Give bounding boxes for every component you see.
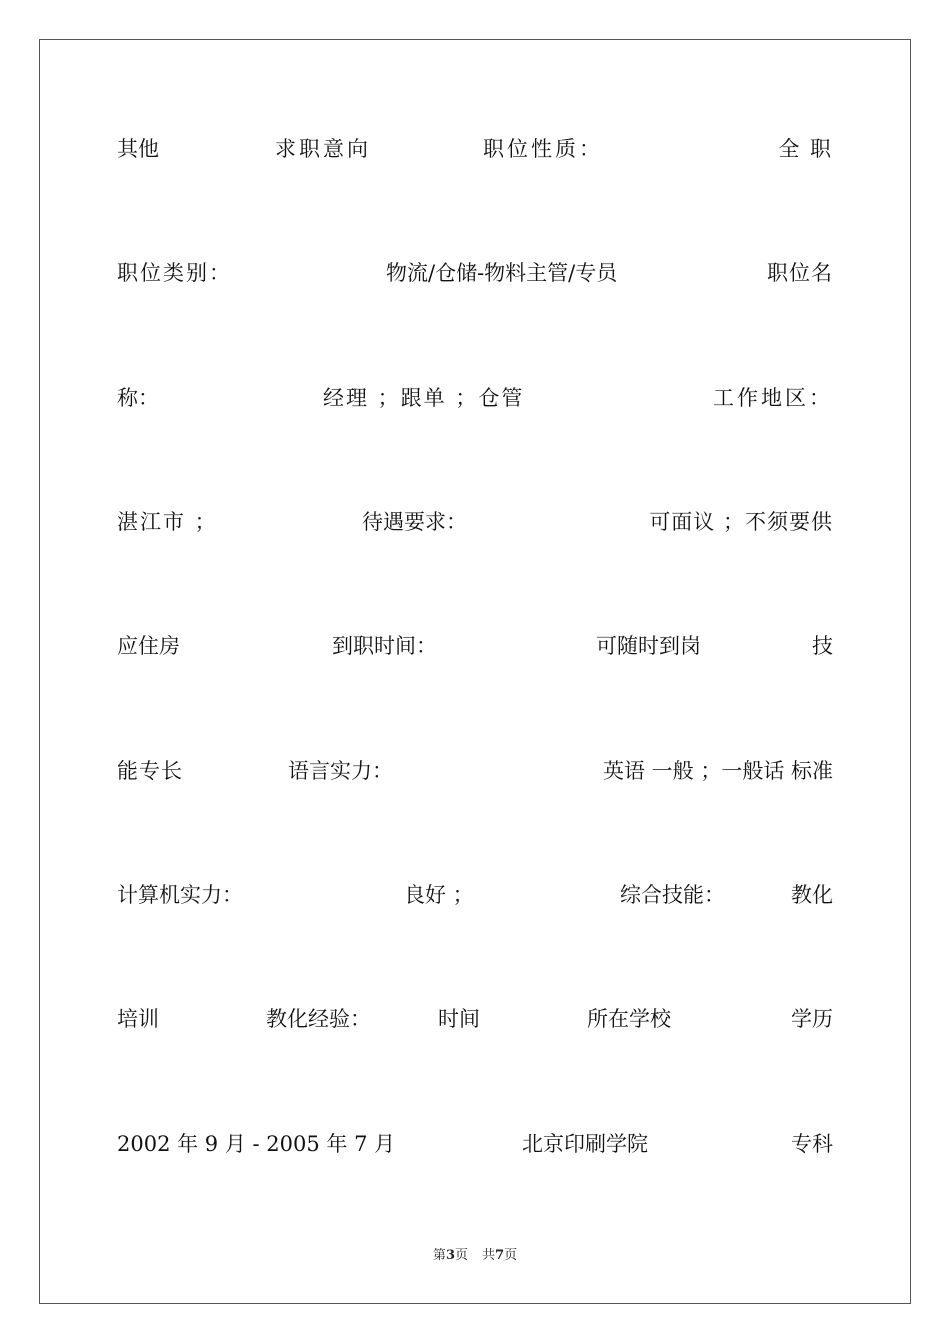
- line-segment: 工作地区：: [713, 386, 833, 410]
- line-segment: 全 职: [778, 137, 833, 161]
- line-segment: 职位名: [767, 261, 833, 285]
- text-line: [117, 880, 833, 910]
- line-segment: 物流/仓储-物料主管/专员: [386, 261, 618, 285]
- text-line: [117, 383, 833, 413]
- text-line: [117, 631, 833, 661]
- line-segment: 可面议 ；不须要供: [649, 510, 833, 534]
- line-segment: 综合技能：: [620, 883, 725, 907]
- line-segment: 求职意向: [275, 137, 371, 161]
- page-border: [39, 39, 911, 1304]
- line-segment: 语言实力：: [288, 759, 393, 783]
- line-segment: 专科: [791, 1132, 833, 1156]
- line-segment: 其他: [117, 137, 159, 161]
- line-segment: 学历: [791, 1007, 833, 1031]
- text-line: [117, 507, 833, 537]
- line-segment: 经理 ；跟单 ；仓管: [323, 386, 525, 410]
- line-segment: 称：: [117, 386, 159, 410]
- line-segment: 英语 一般 ；一般话 标准: [602, 759, 833, 783]
- line-segment: 技: [812, 634, 833, 658]
- line-segment: 待遇要求：: [362, 510, 467, 534]
- line-segment: 教化经验：: [266, 1007, 371, 1031]
- line-segment: 应住房: [117, 634, 180, 658]
- line-segment: 培训: [117, 1007, 159, 1031]
- page-footer: [0, 1247, 950, 1265]
- text-line: [117, 1129, 833, 1159]
- line-segment: 所在学校: [587, 1007, 671, 1031]
- line-segment: 湛江市 ；: [117, 510, 218, 534]
- line-segment: 北京印刷学院: [522, 1132, 648, 1156]
- page-number: 第3页: [432, 1248, 468, 1263]
- line-segment: 职位性质：: [483, 137, 603, 161]
- text-line: [117, 1004, 833, 1034]
- line-segment: 计算机实力：: [117, 883, 243, 907]
- line-segment: 时间: [438, 1007, 480, 1031]
- line-segment: 教化: [791, 883, 833, 907]
- line-segment: 能专长: [117, 759, 183, 783]
- text-line: [117, 258, 833, 288]
- line-segment: 职位类别：: [117, 261, 232, 285]
- page-total: 共7页: [482, 1248, 518, 1263]
- line-segment: 可随时到岗: [596, 634, 701, 658]
- line-segment: 2002 年 9 月 - 2005 年 7 月: [117, 1132, 396, 1156]
- text-line: [117, 134, 833, 164]
- line-segment: 到职时间：: [332, 634, 437, 658]
- text-line: [117, 756, 833, 786]
- line-segment: 良好 ；: [404, 883, 474, 907]
